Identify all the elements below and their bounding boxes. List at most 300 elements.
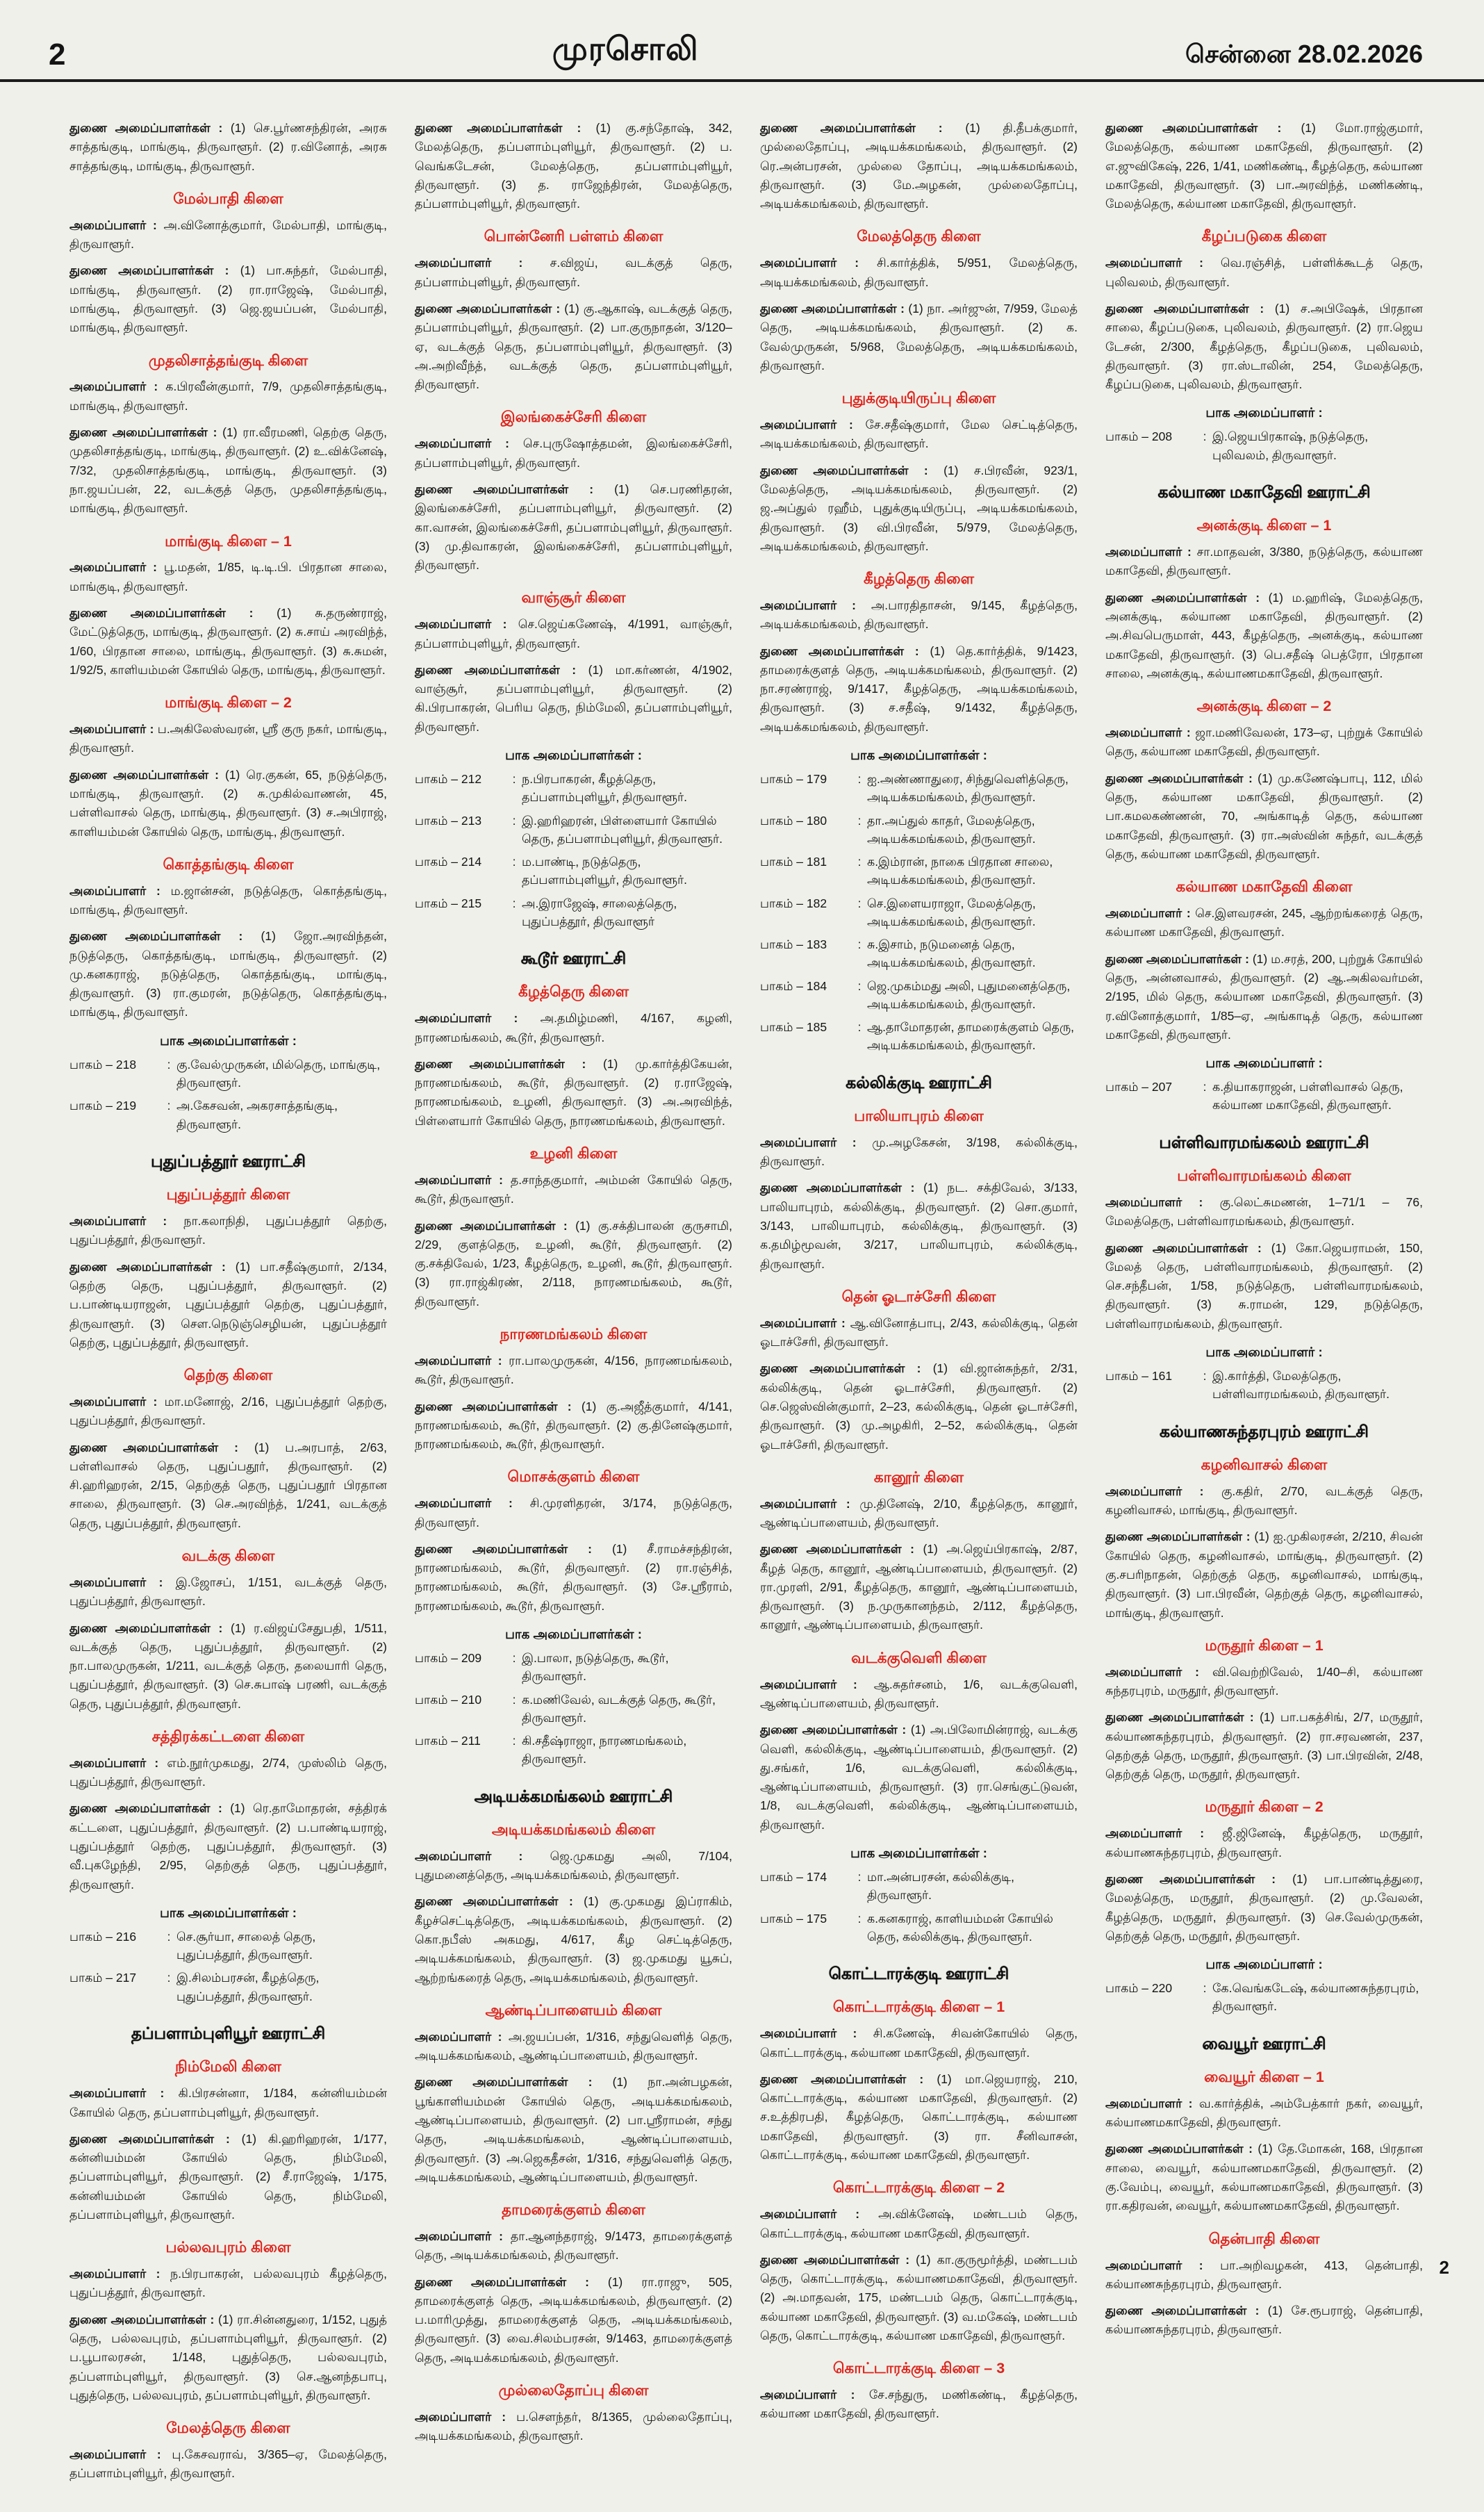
part-row: பாகம் – 208 : இ.ஜெயபிரகாஷ், நடுத்தெரு, புலிவலம், திருவாளூர். <box>1105 427 1423 464</box>
organizer-para: அமைப்பாளர் : மு.தினேஷ், 2/10, கீழத்தெரு, கானூர், ஆண்டிப்பாளையம், திருவாளூர். <box>760 1496 1078 1529</box>
para-label: துணை அமைப்பாளர்கள் : <box>1105 590 1269 605</box>
deputy-organizers-para: துணை அமைப்பாளர்கள் : (1) தி.தீபக்குமார், முல்லைதோப்பு, அடியக்கமங்கலம், திருவாளூர். (2) ரெ.அன்பரசன், முல்லை தோப்பு, அடியக்கமங்கலம், திருவாளூர். (3) மே.அழகன், முல்லைதோப்பு, அடியக்கமங்கலம், திருவாளூர். <box>760 121 1078 211</box>
deputy-organizers-para: துணை அமைப்பாளர்கள் : (1) கு.முகமது இப்ராகிம், கீழச்செட்டித்தெரு, அடியக்கமங்கலம், திருவாளூர். (2) கொ.நபீஸ் அகமது, 4/617, கீழ செட்டித்தெரு, அடியக்கமங்கலம், திருவாளூர். (3) ஜ.முகமது யூசுப், ஆற்றங்கரைத் தெரு, அடியக்கமங்கலம், திருவாளூர். <box>415 1894 732 1985</box>
deputy-organizers-para: துணை அமைப்பாளர்கள் : (1) கோ.ஜெயராமன், 150, மேலத் தெரு, பள்ளிவாரமங்கலம், திருவாளூர். (2) செ.சந்தீபன், 1/58, நடுத்தெரு, பள்ளிவாரமங்கலம், திருவாளூர். (3) சு.ராமன், 129, நடுத்தெரு, பள்ளிவாரமங்கலம், திருவாளூர். <box>1105 1240 1423 1331</box>
part-number: பாகம் – 220 <box>1105 1981 1173 1996</box>
para-label: துணை அமைப்பாளர்கள் : <box>1105 2142 1258 2156</box>
para-label: துணை அமைப்பாளர்கள் : <box>760 301 909 315</box>
part-row: பாகம் – 216 : செ.சூர்யா, சாலைத் தெரு, புதுப்பத்தூர், திருவாளூர். <box>69 1928 387 1964</box>
branch-heading: மாங்குடி கிளை – 2 <box>165 694 292 712</box>
part-number: பாகம் – 184 <box>760 978 827 993</box>
para-label: அமைப்பாளர் : <box>1105 2258 1221 2272</box>
branch-heading: புதுப்பத்தூர் கிளை <box>166 1186 290 1204</box>
branch-heading: கொட்டாரக்குடி கிளை – 1 <box>832 1998 1005 2016</box>
part-text: கி.சதீஷ்ராஜா, நாரணமங்கலம், திருவாளூர். <box>522 1734 687 1766</box>
para-label: அமைப்பாளர் : <box>69 1575 176 1589</box>
part-text: இ.சிலம்பரசன், கீழத்தெரு, புதுப்பத்தூர், திருவாளூர். <box>176 1971 320 2003</box>
para-label: அமைப்பாளர் : <box>69 722 158 737</box>
branch-heading: நிம்மேலி கிளை <box>175 2058 281 2076</box>
panchayat-heading: வையூர் ஊராட்சி <box>1202 2034 1326 2053</box>
part-row: பாகம் – 174 : மா.அன்பரசன், கல்லிக்குடி, திருவாளூர். <box>760 1868 1078 1905</box>
branch-heading: மருதூர் கிளை – 1 <box>1205 1636 1324 1654</box>
part-number: பாகம் – 161 <box>1105 1369 1173 1383</box>
part-number: பாகம் – 182 <box>760 896 827 910</box>
part-row: பாகம் – 218 : கு.வேல்முருகன், மில்தெரு, மாங்குடி, திருவாளூர். <box>69 1056 387 1092</box>
deputy-organizers-para: துணை அமைப்பாளர்கள் : (1) சீ.ராமச்சந்திரன், நாரணமங்கலம், கூடூர், திருவாளூர். (2) ரா.ரஞ்சித், நாரணமங்கலம், கூடூர், திருவாளூர். (3) சே.ஸ்ரீராம், நாரணமங்கலம், கூடூர், திருவாளூர். <box>415 1541 732 1613</box>
organizer-para: அமைப்பாளர் : நா.கலாநிதி, புதுப்பத்தூர் தெற்கு, புதுப்பத்தூர், திருவாளூர். <box>69 1214 387 1247</box>
para-label: அமைப்பாளர் : <box>415 1172 511 1187</box>
para-label: அமைப்பாளர் : <box>69 1214 184 1229</box>
part-number: பாகம் – 211 <box>415 1734 481 1748</box>
branch-heading: வடக்குவெளி கிளை <box>851 1649 987 1666</box>
organizer-para: அமைப்பாளர் : ஜா.மணிவேலன், 173–ஏ, புற்றுக் கோயில் தெரு, கல்யாண மகாதேவி, திருவாளூர். <box>1105 725 1423 759</box>
para-label: அமைப்பாளர் : <box>760 256 877 270</box>
panchayat-heading: கல்லிக்குடி ஊராட்சி <box>846 1073 992 1092</box>
part-text: இ.ஜெயபிரகாஷ், நடுத்தெரு, புலிவலம், திருவாளூர். <box>1212 429 1369 462</box>
page-number: 2 <box>49 38 66 72</box>
part-row: பாகம் – 211 : கி.சதீஷ்ராஜா, நாரணமங்கலம், திருவாளூர். <box>415 1732 732 1768</box>
part-number: பாகம் – 213 <box>415 813 482 828</box>
branch-heading: பள்ளிவாரமங்கலம் கிளை <box>1177 1167 1351 1185</box>
organizer-para: அமைப்பாளர் : கி.பிரசன்னா, 1/184, கன்னியம்மன் கோயில் தெரு, தப்பளாம்புளியூர், திருவாளூர். <box>69 2086 387 2119</box>
deputy-organizers-para: துணை அமைப்பாளர்கள் : (1) தே.மோகன், 168, பிரதான சாலை, வையூர், கல்யாணமகாதேவி, திருவாளூர். (2) கு.வேம்பு, வையூர், கல்யாணமகாதேவி, திருவாளூர். (3) ரா.கதிரவன், வையூர், கல்யாணமகாதேவி, திருவாளூர். <box>1105 2142 1423 2213</box>
part-number: பாகம் – 175 <box>760 1911 827 1926</box>
organizer-para: அமைப்பாளர் : கு.கதிர், 2/70, வடக்குத் தெரு, கழனிவாசல், மாங்குடி, திருவாளூர். <box>1105 1484 1423 1518</box>
para-label: துணை அமைப்பாளர்கள் : <box>69 1620 231 1635</box>
para-label: துணை அமைப்பாளர்கள் : <box>69 1801 231 1816</box>
column-3 <box>760 111 1078 2491</box>
deputy-organizers-para: துணை அமைப்பாளர்கள் : (1) சே.ரூபராஜ், தென்பாதி, கல்யாணசுந்தரபுரம், திருவாளூர். <box>1105 2304 1423 2337</box>
part-row: பாகம் – 185 : ஆ.தாமோதரன், தாமரைக்குளம் தெரு, அடியக்கமங்கலம், திருவாளூர். <box>760 1018 1078 1055</box>
para-label: அமைப்பாளர் : <box>1105 1484 1221 1498</box>
para-label: துணை அமைப்பாளர்கள் : <box>1105 121 1301 135</box>
column-2 <box>415 111 732 2491</box>
branch-heading: நாரணமங்கலம் கிளை <box>500 1326 648 1343</box>
deputy-organizers-para: துணை அமைப்பாளர்கள் : (1) கி.ஹரிஹரன், 1/177, கன்னியம்மன் கோயில் தெரு, நிம்மேலி, தப்பளாம்புளியூர், திருவாளூர். (2) சீ.ராஜேஷ், 1/175, கன்னியம்மன் கோயில் தெரு, நிம்மேலி, தப்பளாம்புளியூர், திருவாளூர். <box>69 2131 387 2222</box>
organizer-para: அமைப்பாளர் : அ.தமிழ்மணி, 4/167, கழனி, நாரணமங்கலம், கூடூர், திருவாளூர். <box>415 1011 732 1044</box>
deputy-organizers-para: துணை அமைப்பாளர்கள் : (1) பா.சதீஷ்குமார், 2/134, தெற்கு தெரு, புதுப்பத்தூர், திருவாளூர். (2) ப.பாண்டியராஜன், புதுப்பத்தூர் தெற்கு, புதுப்பத்தூர், திருவாளூர். (3) செள.நெடுஞ்செழியன், புதுப்பத்தூர் தெற்கு, புதுப்பத்தூர், திருவாளூர். <box>69 1259 387 1349</box>
para-label: அமைப்பாளர் : <box>69 217 164 232</box>
organizer-para: அமைப்பாளர் : பா.அறிவழகன், 413, தென்பாதி, கல்யாணசுந்தரபுரம், திருவாளூர். <box>1105 2258 1424 2291</box>
para-label: அமைப்பாளர் : <box>760 1315 850 1330</box>
part-text: இ.பாலா, நடுத்தெரு, கூடூர், திருவாளூர். <box>522 1651 669 1684</box>
branch-heading: தென் ஓடாச்சேரி கிளை <box>841 1288 996 1305</box>
part-organizers-subhead: பாக அமைப்பாளர்கள் : <box>505 1627 642 1642</box>
para-label: துணை அமைப்பாளர்கள் : <box>1105 1529 1255 1544</box>
para-label: அமைப்பாளர் : <box>1105 906 1196 921</box>
deputy-organizers-para: துணை அமைப்பாளர்கள் : (1) ம.சரத், 200, புற்றுக் கோயில் தெரு, அன்னவாசல், திருவாளூர். (2) ஆ.அகிலவர்மன், 2/195, மில் தெரு, கல்யாண மகாதேவி, திருவாளூர். (3) ர.வினோத்குமார், 1/85–ஏ, அங்காடித் தெரு, கல்யாண மகாதேவி, திருவாளூர். <box>1105 951 1423 1042</box>
branch-heading: கொத்தங்குடி கிளை <box>163 855 294 873</box>
organizer-para: அமைப்பாளர் : ஆ.சுதர்சனம், 1/6, வடக்குவெளி, ஆண்டிப்பாளையம், திருவாளூர். <box>760 1677 1078 1710</box>
para-label: அமைப்பாளர் : <box>415 1011 541 1026</box>
organizer-para: அமைப்பாளர் : தா.ஆனந்தராஜ், 9/1473, தாமரைக்குளத் தெரு, அடியக்கமங்கலம், திருவாளூர். <box>415 2229 732 2263</box>
para-label: துணை அமைப்பாளர்கள் : <box>760 121 966 135</box>
para-label: துணை அமைப்பாளர்கள் : <box>415 1399 582 1413</box>
para-label: துணை அமைப்பாளர்கள் : <box>415 1541 612 1556</box>
branch-heading: உழனி கிளை <box>529 1145 618 1163</box>
organizer-para: அமைப்பாளர் : ஆ.வினோத்பாபு, 2/43, கல்லிக்குடி, தென் ஓடாச்சேரி, திருவாளூர். <box>760 1315 1078 1349</box>
part-text: ஆ.தாமோதரன், தாமரைக்குளம் தெரு, அடியக்கமங்கலம், திருவாளூர். <box>867 1020 1075 1053</box>
para-label: துணை அமைப்பாளர்கள் : <box>1105 771 1258 785</box>
deputy-organizers-para: துணை அமைப்பாளர்கள் : (1) கா.குருமூர்த்தி, மண்டபம் தெரு, கொட்டாரக்குடி, கல்யாணமகாதேவி, திருவாளூர். (2) அ.மாதவன், 175, மண்டபம் தெரு, கொட்டாரக்குடி, கல்யாண மகாதேவி, திருவாளூர். (3) வ.மகேஷ், மண்டபம் தெரு, கொட்டாரக்குடி, கல்யாண மகாதேவி, திருவாளூர். <box>760 2252 1078 2343</box>
deputy-organizers-para: துணை அமைப்பாளர்கள் : (1) அ.பிலோமின்ராஜ், வடக்கு வெளி, கல்லிக்குடி, ஆண்டிப்பாளையம், திருவாளூர். (2) து.சங்கர், 1/6, வடக்குவெளி, கல்லிக்குடி, ஆண்டிப்பாளையம், திருவாளூர். (3) ரா.செங்குட்டுவன், 1/8, வடக்குவெளி, கல்லிக்குடி, ஆண்டிப்பாளையம், திருவாளூர். <box>760 1723 1078 1832</box>
part-row: பாகம் – 161 : இ.கார்த்தி, மேலத்தெரு, பள்ளிவாரமங்கலம், திருவாளூர். <box>1105 1367 1423 1404</box>
para-label: துணை அமைப்பாளர்கள் : <box>69 425 223 440</box>
para-label: அமைப்பாளர் : <box>69 883 171 898</box>
part-row: பாகம் – 183 : சு.இசாம், நடுமனைத் தெரு, அடியக்கமங்கலம், திருவாளூர். <box>760 935 1078 972</box>
part-text: அ.கேசவன், அகரசாத்தங்குடி, திருவாளூர். <box>176 1099 338 1131</box>
branch-heading: புதுக்குடியிருப்பு கிளை <box>841 390 996 407</box>
article-columns <box>0 82 1484 2512</box>
branch-heading: கீழத்தெரு கிளை <box>863 570 975 588</box>
part-row: பாகம் – 207 : க.தியாகராஜன், பள்ளிவாசல் தெரு, கல்யாண மகாதேவி, திருவாளூர். <box>1105 1078 1423 1115</box>
part-number: பாகம் – 183 <box>760 937 827 952</box>
part-text: க.மணிவேல், வடக்குத் தெரு, கூடூர், திருவாளூர். <box>522 1692 716 1725</box>
branch-heading: பாலியாபுரம் கிளை <box>854 1107 984 1124</box>
organizer-para: அமைப்பாளர் : ஜீ.ஜினேஷ், கீழத்தெரு, மருதூர், கல்யாணசுந்தரபுரம், திருவாளூர். <box>1105 1826 1423 1860</box>
organizer-para: அமைப்பாளர் : பு.கேசவராவ், 3/365–ஏ, மேலத்தெரு, தப்பளாம்புளியூர், திருவாளூர். <box>69 2447 388 2481</box>
organizer-para: அமைப்பாளர் : ப.அகிலேஸ்வரன், ஸ்ரீ குரு நகர், மாங்குடி, திருவாளூர். <box>69 722 387 755</box>
branch-heading: பல்லவபுரம் கிளை <box>165 2239 291 2256</box>
para-label: அமைப்பாளர் : <box>415 436 523 451</box>
deputy-organizers-para: துணை அமைப்பாளர்கள் : (1) தெ.கார்த்திக், 9/1423, தாமரைக்குளத் தெரு, அடியக்கமங்கலம், திருவாளூர். (2) நா.சரண்ராஜ், 9/1417, கீழத்தெரு, அடியக்கமங்கலம், திருவாளூர். (3) ச.சதீஷ், 9/1432, கீழத்தெரு, அடியக்கமங்கலம், திருவாளூர். <box>760 643 1078 734</box>
organizer-para: அமைப்பாளர் : ச.விஜய், வடக்குத் தெரு, தப்பளாம்புளியூர், திருவாளூர். <box>415 256 733 289</box>
footer-page-number: 2 <box>1439 2257 1449 2278</box>
part-row: பாகம் – 184 : ஜெ.முகம்மது அலி, புதுமனைத்தெரு, அடியக்கமங்கலம், திருவாளூர். <box>760 977 1078 1014</box>
para-label: அமைப்பாளர் : <box>415 1496 530 1511</box>
para-label: துணை அமைப்பாளர்கள் : <box>1105 301 1275 315</box>
para-label: துணை அமைப்பாளர்கள் : <box>1105 1240 1271 1255</box>
part-organizers-subhead: பாக அமைப்பாளர் : <box>1205 1056 1323 1071</box>
panchayat-heading: கூடூர் ஊராட்சி <box>520 949 627 968</box>
para-label: துணை அமைப்பாளர்கள் : <box>69 1440 254 1454</box>
organizer-para: அமைப்பாளர் : செ.புருஷோத்தமன், இலங்கைச்சேரி, தப்பளாம்புளியூர், திருவாளூர். <box>415 436 732 470</box>
part-text: கு.வேல்முருகன், மில்தெரு, மாங்குடி, திருவாளூர். <box>176 1057 381 1090</box>
organizer-para: அமைப்பாளர் : அ.விக்னேஷ், மண்டபம் தெரு, கொட்டாரக்குடி, கல்யாண மகாதேவி, திருவாளூர். <box>760 2207 1078 2240</box>
organizer-para: அமைப்பாளர் : இ.ஜோசப், 1/151, வடக்குத் தெரு, புதுப்பத்தூர், திருவாளூர். <box>69 1575 388 1609</box>
part-row: பாகம் – 220 : கே.வெங்கடேஷ், கல்யாணசுந்தரபுரம், திருவாளூர். <box>1105 1979 1423 2016</box>
part-organizers-subhead: பாக அமைப்பாளர்கள் : <box>160 1033 297 1048</box>
panchayat-heading: தப்பளாம்புளியூர் ஊராட்சி <box>131 2023 326 2042</box>
part-text: ஐ.அண்ணாதுரை, சிந்துவெளித்தெரு, அடியக்கமங்கலம், திருவாளூர். <box>867 772 1069 805</box>
branch-heading: அடியக்கமங்கலம் கிளை <box>491 1821 656 1838</box>
column-1 <box>69 111 387 2491</box>
deputy-organizers-para: துணை அமைப்பாளர்கள் : (1) ரா.ராஜு, 505, தாமரைக்குளத் தெரு, அடியக்கமங்கலம், திருவாளூர். (2) ப.மாரிமுத்து, தாமரைக்குளத் தெரு, அடியக்கமங்கலம், திருவாளூர். (3) வை.சிலம்பரசன், 9/1463, தாமரைக்குளத் தெரு, அடியக்கமங்கலம், திருவாளூர். <box>415 2274 732 2365</box>
para-label: அமைப்பாளர் : <box>415 2409 517 2424</box>
para-label: துணை அமைப்பாளர்கள் : <box>760 2071 937 2086</box>
part-text: இ.ஹரிஹரன், பிள்ளையார் கோயில் தெரு, தப்பளாம்புளியூர், திருவாளூர். <box>522 813 723 846</box>
para-label: துணை அமைப்பாளர்கள் : <box>69 1259 236 1274</box>
para-label: அமைப்பாளர் : <box>69 1755 167 1770</box>
branch-heading: மேல்பாதி கிளை <box>173 190 283 207</box>
deputy-organizers-para: துணை அமைப்பாளர்கள் : (1) சு.தருண்ராஜ், மேட்டுத்தெரு, மாங்குடி, திருவாளூர். (2) சு.சாய் அரவிந்த், 1/60, பிரதான சாலை, மாங்குடி, திருவாளூர். (3) சு.சுமன், 1/92/5, காளியம்மன் கோயில் தெரு, மாங்குடி, திருவாளூர். <box>69 605 387 677</box>
part-text: செ.இளையராஜா, மேலத்தெரு, அடியக்கமங்கலம், திருவாளூர். <box>867 896 1036 928</box>
deputy-organizers-para: துணை அமைப்பாளர்கள் : (1) ஜோ.அரவிந்தன், நடுத்தெரு, கொத்தங்குடி, மாங்குடி, திருவாளூர். (2) மு.கனகராஜ், நடுத்தெரு, கொத்தங்குடி, மாங்குடி, திருவாளூர். (3) ரா.குமரன், நடுத்தெரு, கொத்தங்குடி, மாங்குடி, திருவாளூர். <box>69 929 387 1019</box>
organizer-para: அமைப்பாளர் : செ.இளவரசன், 245, ஆற்றங்கரைத் தெரு, கல்யாண மகாதேவி, திருவாளூர். <box>1105 906 1423 939</box>
deputy-organizers-para: துணை அமைப்பாளர்கள் : (1) வி.ஜான்சுந்தர், 2/31, கல்லிக்குடி, தென் ஓடாச்சேரி, திருவாளூர். (2) செ.ஜெஸ்வின்குமார், 2–23, கல்லிக்குடி, தென் ஓடாச்சேரி, திருவாளூர். (3) மு.அழகிரி, 2–52, கல்லிக்குடி, தென் ஓடாச்சேரி, திருவாளூர். <box>760 1361 1078 1452</box>
branch-heading: அனக்குடி கிளை – 2 <box>1196 698 1332 715</box>
deputy-organizers-para: துணை அமைப்பாளர்கள் : (1) ச.அபிஷேக், பிரதான சாலை, கீழப்படுகை, புலிவலம், திருவாளூர். (2) ரா.ஜெய டேசன், 2/300, கீழத்தெரு, கீழப்படுகை, புலிவலம், திருவாளூர். (3) ரா.ஸ்டாலின், 254, மேலத்தெரு, கீழப்படுகை, புலிவலம், திருவாளூர். <box>1105 301 1424 392</box>
para-label: துணை அமைப்பாளர்கள் : <box>69 929 261 944</box>
para-label: துணை அமைப்பாளர்கள் : <box>1105 1871 1293 1886</box>
para-label: துணை அமைப்பாளர்கள் : <box>69 121 231 135</box>
para-label: துணை அமைப்பாளர்கள் : <box>415 2274 608 2289</box>
para-label: அமைப்பாளர் : <box>1105 545 1197 559</box>
para-label: துணை அமைப்பாளர்கள் : <box>69 263 240 278</box>
part-number: பாகம் – 179 <box>760 772 827 787</box>
para-label: துணை அமைப்பாளர்கள் : <box>415 301 565 315</box>
part-row: பாகம் – 182 : செ.இளையராஜா, மேலத்தெரு, அடியக்கமங்கலம், திருவாளூர். <box>760 894 1078 931</box>
deputy-organizers-para: துணை அமைப்பாளர்கள் : (1) ஐ.முகிலரசன், 2/210, சிவன் கோயில் தெரு, கழனிவாசல், மாங்குடி, திருவாளூர். (2) கு.சபரிநாதன், தெற்குத் தெரு, கழனிவாசல், மாங்குடி, திருவாளூர். (3) பா.பிரவீன், தெற்குத் தெரு, கழனிவாசல், மாங்குடி, திருவாளூர். <box>1105 1529 1423 1620</box>
organizer-para: அமைப்பாளர் : பூ.மதன், 1/85, டி.டி.பி. பிரதான சாலை, மாங்குடி, திருவாளூர். <box>69 560 387 593</box>
deputy-organizers-para: துணை அமைப்பாளர்கள் : (1) ரா.வீரமணி, தெற்கு தெரு, முதலிசாத்தங்குடி, மாங்குடி, திருவாளூர். (2) உ.விக்னேஷ், 7/32, முதலிசாத்தங்குடி, மாங்குடி, திருவாளூர். (3) நா.ஜயப்பன், 22, வடக்குத் தெரு, முதலிசாத்தங்குடி, மாங்குடி, திருவாளூர். <box>69 425 387 516</box>
part-row: பாகம் – 219 : அ.கேசவன், அகரசாத்தங்குடி, திருவாளூர். <box>69 1097 387 1133</box>
part-number: பாகம் – 219 <box>69 1099 137 1113</box>
para-label: அமைப்பாளர் : <box>415 2229 511 2243</box>
para-label: துணை அமைப்பாளர்கள் : <box>1105 1710 1260 1725</box>
branch-heading: கீழத்தெரு கிளை <box>518 983 629 1001</box>
organizer-para: அமைப்பாளர் : செ.ஜெய்கணேஷ், 4/1991, வாஞ்சூர், தப்பளாம்புளியூர், திருவாளூர். <box>415 617 733 650</box>
organizer-para: அமைப்பாளர் : ஜெ.முகமது அலி, 7/104, புதுமனைத்தெரு, அடியக்கமங்கலம், திருவாளூர். <box>415 1848 732 1882</box>
deputy-organizers-para: துணை அமைப்பாளர்கள் : (1) பா.பகத்சிங், 2/7, மருதூர், கல்யாணசுந்தரபுரம், திருவாளூர். (2) ரா.சரவணன், 237, தெற்குத் தெரு, மருதூர், திருவாளூர். (3) பா.பிரவின், 2/48, தெற்குத் தெரு, மருதூர், திருவாளூர். <box>1105 1710 1423 1782</box>
part-number: பாகம் – 215 <box>415 896 482 910</box>
part-number: பாகம் – 207 <box>1105 1080 1173 1094</box>
para-label: அமைப்பாளர் : <box>1105 1664 1212 1679</box>
organizer-para: அமைப்பாளர் : சா.மாதவன், 3/380, நடுத்தெரு, கல்யாண மகாதேவி, திருவாளூர். <box>1105 545 1423 578</box>
organizer-para: அமைப்பாளர் : அ.ஜயப்பன், 1/316, சந்துவெளித் தெரு, அடியக்கமங்கலம், ஆண்டிப்பாளையம், திருவாளூர். <box>415 2029 732 2063</box>
part-organizers-subhead: பாக அமைப்பாளர்கள் : <box>850 1846 987 1861</box>
organizer-para: அமைப்பாளர் : சி.முரளிதரன், 3/174, நடுத்தெரு, திருவாளூர். <box>415 1496 732 1529</box>
para-label: துணை அமைப்பாளர்கள் : <box>415 2075 613 2090</box>
deputy-organizers-para: துணை அமைப்பாளர்கள் : (1) நா.அன்பழகன், பூங்காளியம்மன் கோயில் தெரு, அடியக்கமங்கலம், ஆண்டிப்பாளையம், திருவாளூர். (2) பா.ஸ்ரீராமன், சந்து தெரு, அடியக்கமங்கலம், ஆண்டிப்பாளையம், திருவாளூர். (3) அ.ஜெகதீசன், 1/316, சந்துவெளித் தெரு, அடியக்கமங்கலம், ஆண்டிப்பாளையம், திருவாளூர். <box>415 2075 732 2184</box>
para-label: அமைப்பாளர் : <box>760 598 871 612</box>
part-number: பாகம் – 208 <box>1105 429 1173 444</box>
deputy-organizers-para: துணை அமைப்பாளர்கள் : (1) ரெ.குகன், 65, நடுத்தெரு, மாங்குடி, திருவாளூர். (2) சு.முகில்வாணன், 45, பள்ளிவாசல் தெரு, மாங்குடி, திருவாளூர். (3) ச.அபிராஜ், காளியம்மன் கோயில் தெரு, மாங்குடி, திருவாளூர். <box>69 767 387 839</box>
para-label: துணை அமைப்பாளர்கள் : <box>69 2131 242 2146</box>
branch-heading: தென்பாதி கிளை <box>1208 2230 1320 2247</box>
deputy-organizers-para: துணை அமைப்பாளர்கள் : (1) ரெ.தாமோதரன், சத்திரக் கட்டளை, புதுப்பத்தூர், திருவாளூர். (2) ப.பாண்டியராஜ், புதுப்பத்தூர் தெற்கு, புதுப்பத்தூர், திருவாளூர். (3) வீ.புகழேந்தி, 2/95, தெற்குத் தெரு, புதுப்பத்தூர், திருவாளூர். <box>69 1801 387 1891</box>
para-label: அமைப்பாளர் : <box>69 1394 165 1409</box>
para-label: அமைப்பாளர் : <box>69 2447 172 2462</box>
para-label: அமைப்பாளர் : <box>415 1353 509 1368</box>
deputy-organizers-para: துணை அமைப்பாளர்கள் : (1) பா.பாண்டித்துரை, மேலத்தெரு, மருதூர், திருவாளூர். (2) மு.வேலன், கீழத்தெரு, மருதூர், திருவாளூர். (3) செ.வேல்முருகன், தெற்குத் தெரு, மருதூர், திருவாளூர். <box>1105 1871 1423 1943</box>
deputy-organizers-para: துணை அமைப்பாளர்கள் : (1) ரா.சின்னதுரை, 1/152, புதுத் தெரு, பல்லவபுரம், தப்பளாம்புளியூர், திருவாளூர். (2) ப.பூபாலரசன், 1/148, புதுத்தெரு, பல்லவபுரம், தப்பளாம்புளியூர், திருவாளூர். (3) செ.ஆனந்தபாபு, புதுத்தெரு, பல்லவபுரம், தப்பளாம்புளியூர், திருவாளூர். <box>69 2312 387 2402</box>
branch-heading: வடக்கு கிளை <box>181 1548 275 1565</box>
part-row: பாகம் – 214 : ம.பாண்டி, நடுத்தெரு, தப்பளாம்புளியூர், திருவாளூர். <box>415 853 732 889</box>
panchayat-heading: பள்ளிவாரமங்கலம் ஊராட்சி <box>1159 1133 1369 1151</box>
branch-heading: கானூர் கிளை <box>873 1468 964 1486</box>
part-organizers-subhead: பாக அமைப்பாளர்கள் : <box>850 748 987 763</box>
branch-heading: மேலத்தெரு கிளை <box>857 228 981 245</box>
para-label: துணை அமைப்பாளர்கள் : <box>415 662 588 677</box>
para-label: அமைப்பாளர் : <box>415 1848 550 1863</box>
branch-heading: கொட்டாரக்குடி கிளை – 2 <box>832 2179 1005 2197</box>
deputy-organizers-para: துணை அமைப்பாளர்கள் : (1) கு.அஜீத்குமார், 4/141, நாரணமங்கலம், கூடூர், திருவாளூர். (2) கு.தினேஷ்குமார், நாரணமங்கலம், கூடூர், திருவாளூர். <box>415 1399 732 1452</box>
deputy-organizers-para: துணை அமைப்பாளர்கள் : (1) மு.கணேஷ்பாபு, 112, மில் தெரு, கல்யாண மகாதேவி, திருவாளூர். (2) பா.கமலகண்ணன், 70, அங்காடித் தெரு, கல்யாண மகாதேவி, திருவாளூர். (3) ரா.அஸ்வின் சுந்தர், வடக்குத் தெரு, கல்யாண மகாதேவி, திருவாளூர். <box>1105 771 1423 861</box>
part-number: பாகம் – 217 <box>69 1971 137 1985</box>
para-label: துணை அமைப்பாளர்கள் : <box>760 1723 911 1737</box>
part-row: பாகம் – 217 : இ.சிலம்பரசன், கீழத்தெரு, புதுப்பத்தூர், திருவாளூர். <box>69 1969 387 2005</box>
organizer-para: அமைப்பாளர் : சி.கணேஷ், சிவன்கோயில் தெரு, கொட்டாரக்குடி, கல்யாண மகாதேவி, திருவாளூர். <box>760 2026 1078 2060</box>
para-label: துணை அமைப்பாளர்கள் : <box>415 121 596 135</box>
organizer-para: அமைப்பாளர் : க.பிரவீன்குமார், 7/9, முதலிசாத்தங்குடி, மாங்குடி, திருவாளூர். <box>69 379 387 413</box>
deputy-organizers-para: துணை அமைப்பாளர்கள் : (1) பா.சுந்தர், மேல்பாதி, மாங்குடி, திருவாளூர். (2) ரா.ராஜேஷ், மேல்பாதி, மாங்குடி, திருவாளூர். (3) ஜெ.ஜயப்பன், மேல்பாதி, மாங்குடி, திருவாளூர். <box>69 263 387 335</box>
branch-heading: கல்யாண மகாதேவி கிளை <box>1176 878 1353 896</box>
para-label: அமைப்பாளர் : <box>760 2207 879 2222</box>
part-row: பாகம் – 181 : க.இம்ரான், நாகை பிரதான சாலை, அடியக்கமங்கலம், திருவாளூர். <box>760 853 1078 889</box>
para-label: துணை அமைப்பாளர்கள் : <box>760 1361 933 1376</box>
organizer-para: அமைப்பாளர் : மா.மனோஜ், 2/16, புதுப்பத்தூர் தெற்கு, புதுப்பத்தூர், திருவாளூர். <box>69 1394 388 1428</box>
panchayat-heading: கொட்டாரக்குடி ஊராட்சி <box>828 1964 1009 1983</box>
part-row: பாகம் – 212 : ந.பிரபாகரன், கீழத்தெரு, தப்பளாம்புளியூர், திருவாளூர். <box>415 770 732 807</box>
part-text: ம.பாண்டி, நடுத்தெரு, தப்பளாம்புளியூர், திருவாளூர். <box>522 855 688 887</box>
para-label: அமைப்பாளர் : <box>415 256 550 270</box>
organizer-para: அமைப்பாளர் : அ.வினோத்குமார், மேல்பாதி, மாங்குடி, திருவாளூர். <box>69 217 387 252</box>
para-label: துணை அமைப்பாளர்கள் : <box>69 767 225 782</box>
para-label: துணை அமைப்பாளர்கள் : <box>415 1056 603 1071</box>
part-text: க.தியாகராஜன், பள்ளிவாசல் தெரு, கல்யாண மகாதேவி, திருவாளூர். <box>1212 1080 1403 1113</box>
branch-heading: கொட்டாரக்குடி கிளை – 3 <box>832 2360 1005 2377</box>
panchayat-heading: கல்யாணசுந்தரபுரம் ஊராட்சி <box>1160 1422 1369 1440</box>
organizer-para: அமைப்பாளர் : ந.பிரபாகரன், பல்லவபுரம் கீழத்தெரு, புதுப்பத்தூர், திருவாளூர். <box>69 2267 387 2300</box>
part-organizers-subhead: பாக அமைப்பாளர்கள் : <box>160 1905 297 1920</box>
organizer-para: அமைப்பாளர் : சே.சந்துரு, மணிகண்டி, கீழத்தெரு, கல்யாண மகாதேவி, திருவாளூர். <box>760 2388 1078 2421</box>
para-label: துணை அமைப்பாளர்கள் : <box>760 1542 923 1557</box>
organizer-para: அமைப்பாளர் : சி.கார்த்திக், 5/951, மேலத்தெரு, அடியக்கமங்கலம், திருவாளூர். <box>760 256 1078 289</box>
part-number: பாகம் – 185 <box>760 1020 827 1035</box>
para-label: துணை அமைப்பாளர்கள் : <box>415 1218 576 1233</box>
organizer-para: அமைப்பாளர் : ரா.பாலமுருகன், 4/156, நாரணமங்கலம், கூடூர், திருவாளூர். <box>415 1353 732 1387</box>
organizer-para: அமைப்பாளர் : ம.ஜான்சன், நடுத்தெரு, கொத்தங்குடி, மாங்குடி, திருவாளூர். <box>69 883 387 917</box>
organizer-para: அமைப்பாளர் : எம்.நூர்முகமது, 2/74, முஸ்லிம் தெரு, புதுப்பத்தூர், திருவாளூர். <box>69 1755 388 1789</box>
branch-heading: கீழப்படுகை கிளை <box>1201 228 1327 245</box>
part-number: பாகம் – 181 <box>760 855 827 869</box>
part-row: பாகம் – 175 : க.கனகராஜ், காளியம்மன் கோயில் தெரு, கல்லிக்குடி, திருவாளூர். <box>760 1910 1078 1946</box>
part-row: பாகம் – 209 : இ.பாலா, நடுத்தெரு, கூடூர், திருவாளூர். <box>415 1649 732 1686</box>
panchayat-heading: புதுப்பத்தூர் ஊராட்சி <box>151 1151 306 1170</box>
deputy-organizers-para: துணை அமைப்பாளர்கள் : (1) ர.விஜய்சேதுபதி, 1/511, வடக்குத் தெரு, புதுப்பத்தூர், திருவாளூர். (2) நா.பாலமுருகன், 1/211, வடக்குத் தெரு, தலையாரி தெரு, புதுப்பத்தூர், திருவாளூர். (3) செ.சுபாஷ் பரணி, வடக்குத் தெரு, புதுப்பத்தூர், திருவாளூர். <box>69 1620 387 1711</box>
branch-heading: தெற்கு கிளை <box>183 1367 273 1384</box>
part-number: பாகம் – 180 <box>760 813 827 828</box>
deputy-organizers-para: துணை அமைப்பாளர்கள் : (1) செ.பரணிதரன், இலங்கைச்சேரி, தப்பளாம்புளியூர், திருவாளூர். (2) கா.வாசன், இலங்கைச்சேரி, தப்பளாம்புளியூர், திருவாளூர். (3) மு.திவாகரன், இலங்கைச்சேரி, தப்பளாம்புளியூர், திருவாளூர். <box>415 482 732 573</box>
organizer-para: அமைப்பாளர் : சே.சதீஷ்குமார், மேல செட்டித்தெரு, அடியக்கமங்கலம், திருவாளூர். <box>760 418 1078 451</box>
para-label: அமைப்பாளர் : <box>760 1496 860 1511</box>
para-label: அமைப்பாளர் : <box>69 2267 170 2281</box>
edition-date: சென்னை 28.02.2026 <box>1185 40 1423 68</box>
deputy-organizers-para: துணை அமைப்பாளர்கள் : (1) கு.சந்தோஷ், 342, மேலத்தெரு, தப்பளாம்புளியூர், திருவாளூர். (2) ப. வெங்கடேசன், மேலத்தெரு, தப்பளாம்புளியூர், திருவாளூர். (3) த. ராஜேந்திரன், மேலத்தெரு, தப்பளாம்புளியூர், திருவாளூர். <box>415 121 732 211</box>
part-row: பாகம் – 180 : தா.அப்துல் காதர், மேலத்தெரு, அடியக்கமங்கலம், திருவாளூர். <box>760 812 1078 848</box>
para-label: அமைப்பாளர் : <box>1105 2096 1199 2110</box>
part-row: பாகம் – 215 : அ.இராஜேஷ், சாலைத்தெரு, புதுப்பத்தூர், திருவாளூர் <box>415 894 732 931</box>
deputy-organizers-para: துணை அமைப்பாளர்கள் : (1) ம.ஹரிஷ், மேலத்தெரு, அனக்குடி, கல்யாண மகாதேவி, திருவாளூர். (2) அ.சிவபெருமாள், 443, கீழத்தெரு, அனக்குடி, கல்யாண மகாதேவி, திருவாளூர். (3) பெ.சதீஷ் பெத்ரோ, பிரதான சாலை, அனக்குடி, கல்யாணமகாதேவி, திருவாளூர். <box>1105 590 1423 680</box>
part-text: ஜெ.முகம்மது அலி, புதுமனைத்தெரு, அடியக்கமங்கலம், திருவாளூர். <box>867 978 1071 1011</box>
part-number: பாகம் – 210 <box>415 1692 482 1707</box>
part-number: பாகம் – 212 <box>415 772 482 787</box>
deputy-organizers-para: துணை அமைப்பாளர்கள் : (1) ச.பிரவீன், 923/1, மேலத்தெரு, அடியக்கமங்கலம், திருவாளூர். (2) ஜ.அப்துல் ரஹீம், புதுக்குடியிருப்பு, அடியக்கமங்கலம், திருவாளூர். (3) வி.பிரவீன், 5/979, மேலத்தெரு, அடியக்கமங்கலம், திருவாளூர். <box>760 463 1078 553</box>
organizer-para: அமைப்பாளர் : மு.அழகேசன், 3/198, கல்லிக்குடி, திருவாளூர். <box>760 1135 1078 1169</box>
para-label: அமைப்பாளர் : <box>1105 725 1196 740</box>
branch-heading: வாஞ்சூர் கிளை <box>521 589 626 607</box>
para-label: அமைப்பாளர் : <box>760 2388 869 2402</box>
para-label: துணை அமைப்பாளர்கள் : <box>69 605 277 620</box>
part-text: சு.இசாம், நடுமனைத் தெரு, அடியக்கமங்கலம், திருவாளூர். <box>867 937 1036 970</box>
para-label: துணை அமைப்பாளர்கள் : <box>760 2252 916 2267</box>
organizer-para: அமைப்பாளர் : ப.செளந்தர், 8/1365, முல்லைதோப்பு, அடியக்கமங்கலம், திருவாளூர். <box>415 2409 732 2443</box>
organizer-para: அமைப்பாளர் : வெ.ரஞ்சித், பள்ளிக்கூடத் தெரு, புலிவலம், திருவாளூர். <box>1105 256 1424 289</box>
organizer-para: அமைப்பாளர் : வி.வெற்றிவேல், 1/40–சி, கல்யாண சுந்தரபுரம், மருதூர், திருவாளூர். <box>1105 1664 1423 1698</box>
part-text: இ.கார்த்தி, மேலத்தெரு, பள்ளிவாரமங்கலம், திருவாளூர். <box>1212 1369 1390 1402</box>
branch-heading: பொன்னேரி பள்ளம் கிளை <box>484 228 663 245</box>
branch-heading: தாமரைக்குளம் கிளை <box>502 2201 645 2219</box>
part-text: செ.சூர்யா, சாலைத் தெரு, புதுப்பத்தூர், திருவாளூர். <box>176 1929 316 1962</box>
part-row: பாகம் – 210 : க.மணிவேல், வடக்குத் தெரு, கூடூர், திருவாளூர். <box>415 1691 732 1727</box>
column-4 <box>1105 111 1423 2491</box>
para-label: அமைப்பாளர் : <box>69 379 166 394</box>
para-label: துணை அமைப்பாளர்கள் : <box>760 463 944 477</box>
branch-heading: கழனிவாசல் கிளை <box>1201 1456 1328 1473</box>
para-label: அமைப்பாளர் : <box>760 418 866 432</box>
part-text: அ.இராஜேஷ், சாலைத்தெரு, புதுப்பத்தூர், திருவாளூர் <box>522 896 677 928</box>
deputy-organizers-para: துணை அமைப்பாளர்கள் : (1) மு.கார்த்திகேயன், நாரணமங்கலம், கூடூர், திருவாளூர். (2) ர.ராஜேஷ், நாரணமங்கலம், உழனி, திருவாளூர். (3) அ.அரவிந்த், பிள்ளையார் கோயில் தெரு, நாரணமங்கலம், திருவாளூர். <box>415 1056 732 1128</box>
branch-heading: சத்திரக்கட்டளை கிளை <box>151 1728 305 1745</box>
organizer-para: அமைப்பாளர் : வ.கார்த்திக், அம்பேத்கார் நகர், வையூர், கல்யாணமகாதேவி, திருவாளூர். <box>1105 2096 1423 2130</box>
part-text: தா.அப்துல் காதர், மேலத்தெரு, அடியக்கமங்கலம், திருவாளூர். <box>867 813 1036 846</box>
panchayat-heading: அடியக்கமங்கலம் ஊராட்சி <box>474 1787 673 1805</box>
deputy-organizers-para: துணை அமைப்பாளர்கள் : (1) நட. சக்திவேல், 3/133, பாலியாபுரம், கல்லிக்குடி, திருவாளூர். (2) சொ.குமார், 3/143, பாலியாபுரம், கல்லிக்குடி, திருவாளூர். (3) க.தமிழ்மூவன், 3/217, பாலியாபுரம், கல்லிக்குடி, திருவாளூர். <box>760 1181 1078 1271</box>
para-label: துணை அமைப்பாளர்கள் : <box>415 482 615 496</box>
part-number: பாகம் – 174 <box>760 1870 827 1885</box>
para-label: துணை அமைப்பாளர்கள் : <box>760 1181 924 1195</box>
part-number: பாகம் – 209 <box>415 1651 482 1666</box>
para-label: துணை அமைப்பாளர்கள் : <box>1105 951 1253 966</box>
panchayat-heading: கல்யாண மகாதேவி ஊராட்சி <box>1157 482 1371 501</box>
branch-heading: முல்லைதோப்பு கிளை <box>498 2382 649 2399</box>
branch-heading: ஆண்டிப்பாளையம் கிளை <box>485 2001 662 2019</box>
deputy-organizers-para: துணை அமைப்பாளர்கள் : (1) மோ.ராஜ்குமார், மேலத்தெரு, கல்யாண மகாதேவி, திருவாளூர். (2) எ.ஜுவிகேஷ், 226, 1/41, மணிகண்டி, கீழத்தெரு, கல்யாண மகாதேவி, திருவாளூர். (3) பா.அரவிந்த், மணிகண்டி, மேலத்தெரு, கல்யாண மகாதேவி, திருவாளூர். <box>1105 121 1423 211</box>
branch-heading: மருதூர் கிளை – 2 <box>1205 1798 1324 1816</box>
organizer-para: அமைப்பாளர் : கு.லெட்சுமணன், 1–71/1 – 76, மேலத்தெரு, பள்ளிவாரமங்கலம், திருவாளூர். <box>1105 1195 1423 1229</box>
para-label: அமைப்பாளர் : <box>760 2026 873 2041</box>
part-row: பாகம் – 179 : ஐ.அண்ணாதுரை, சிந்துவெளித்தெரு, அடியக்கமங்கலம், திருவாளூர். <box>760 770 1078 807</box>
para-label: துணை அமைப்பாளர்கள் : <box>69 2312 219 2326</box>
part-organizers-subhead: பாக அமைப்பாளர் : <box>1205 1345 1323 1359</box>
branch-heading: இலங்கைச்சேரி கிளை <box>500 409 647 426</box>
para-label: அமைப்பாளர் : <box>1105 1195 1220 1209</box>
branch-heading: மாங்குடி கிளை – 1 <box>165 532 292 550</box>
branch-heading: மொசக்குளம் கிளை <box>507 1468 640 1486</box>
deputy-organizers-para: துணை அமைப்பாளர்கள் : (1) மா.கர்ணன், 4/1902, வாஞ்சூர், தப்பளாம்புளியூர், திருவாளூர். (2) கி.பிரபாகரன், பெரிய தெரு, நிம்மேலி, தப்பளாம்புளியூர், திருவாளூர். <box>415 662 732 734</box>
part-text: க.கனகராஜ், காளியம்மன் கோயில் தெரு, கல்லிக்குடி, திருவாளூர். <box>867 1911 1053 1944</box>
deputy-organizers-para: துணை அமைப்பாளர்கள் : (1) ப.அரபாத், 2/63, பள்ளிவாசல் தெரு, புதுப்பதூர், திருவாளூர். (2) சி.ஹரிஹரன், 2/15, தெற்குத் தெரு, புதுப்பதூர் பிரதான சாலை, திருவாளூர். (3) செ.அரவிந்த், 1/241, வடக்குத் தெரு, புதுப்பத்தூர், திருவாளூர். <box>69 1440 387 1530</box>
para-label: அமைப்பாளர் : <box>760 1677 874 1691</box>
part-text: கே.வெங்கடேஷ், கல்யாணசுந்தரபுரம், திருவாளூர். <box>1212 1981 1419 2014</box>
part-row: பாகம் – 213 : இ.ஹரிஹரன், பிள்ளையார் கோயில் தெரு, தப்பளாம்புளியூர், திருவாளூர். <box>415 812 732 848</box>
branch-heading: மேலத்தெரு கிளை <box>166 2420 290 2437</box>
para-label: அமைப்பாளர் : <box>1105 256 1221 270</box>
part-organizers-subhead: பாக அமைப்பாளர் : <box>1205 405 1323 420</box>
part-number: பாகம் – 216 <box>69 1929 137 1944</box>
deputy-organizers-para: துணை அமைப்பாளர்கள் : (1) கு.சக்திபாலன் குருசாமி, 2/29, குளத்தெரு, உழனி, கூடூர், திருவாளூர். (2) கு.சக்திவேல், 1/23, கீழத்தெரு, உழனி, கூடூர், திருவாளூர். (3) ரா.ராஜ்கிரண், 2/118, நாரணமங்கலம், கூடூர், திருவாளூர். <box>415 1218 732 1308</box>
deputy-organizers-para: துணை அமைப்பாளர்கள் : (1) நா. அர்ஜுன், 7/959, மேலத் தெரு, அடியக்கமங்கலம், திருவாளூர். (2) க. வேல்முருகன், 5/968, மேலத்தெரு, அடியக்கமங்கலம், திருவாளூர். <box>760 301 1078 372</box>
para-label: அமைப்பாளர் : <box>415 617 518 632</box>
para-label: துணை அமைப்பாளர்கள் : <box>415 1894 584 1909</box>
organizer-para: அமைப்பாளர் : த.சாந்தகுமார், அம்மன் கோயில் தெரு, கூடூர், திருவாளூர். <box>415 1172 732 1206</box>
para-label: அமைப்பாளர் : <box>1105 1826 1223 1841</box>
part-number: பாகம் – 214 <box>415 855 482 869</box>
organizer-para: அமைப்பாளர் : அ.பாரதிதாசன், 9/145, கீழத்தெரு, அடியக்கமங்கலம், திருவாளூர். <box>760 598 1078 632</box>
branch-heading: வையூர் கிளை – 1 <box>1204 2069 1324 2086</box>
para-label: துணை அமைப்பாளர்கள் : <box>760 643 930 658</box>
